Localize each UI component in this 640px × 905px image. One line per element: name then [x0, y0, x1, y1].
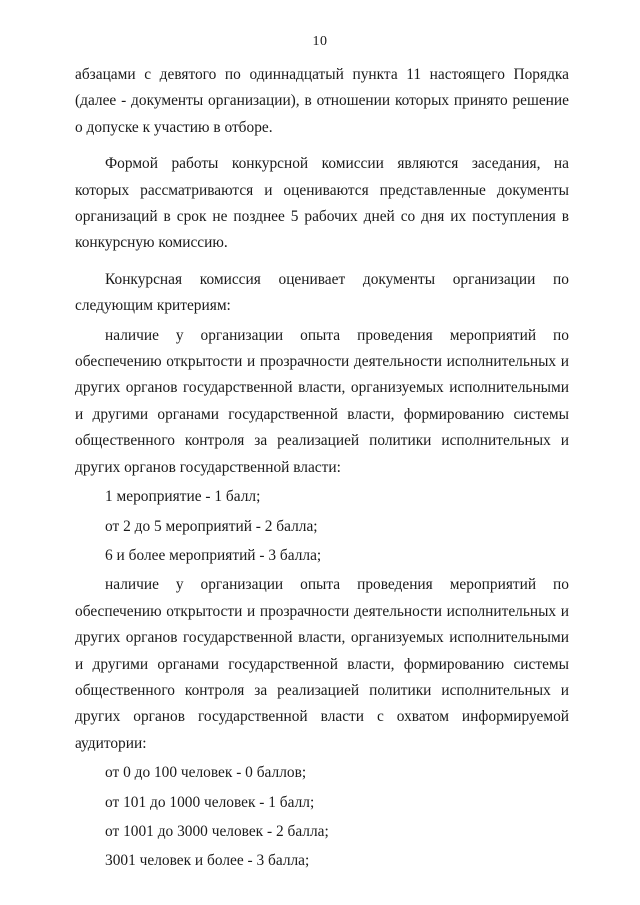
document-body — [75, 62, 569, 875]
score-item: от 0 до 100 человек - 0 баллов; — [105, 764, 307, 782]
score-item: от 1001 до 3000 человек - 2 балла; — [105, 822, 329, 840]
score-item: 6 и более мероприятий - 3 балла; — [105, 546, 322, 564]
score-item: 1 мероприятие - 1 балл; — [105, 488, 261, 506]
criterion-audience-coverage: наличие у организации опыта проведения мероприятий по обеспечению открытости и прозрачности деятельности исполнительных и других органов государственной власти, организуемых исполнительными и другими органами государственной власти, формированию системы общественного контроля за реализацией политики исполнительных и других органов государственной власти с охватом информируемой аудитории: — [75, 576, 569, 752]
paragraph-criteria-intro: Конкурсная комиссия оценивает документы организации по следующим критериям: — [75, 270, 569, 315]
criterion-events-experience: наличие у организации опыта проведения мероприятий по обеспечению открытости и прозрачности деятельности исполнительных и других органов государственной власти, организуемых исполнительными и другими органами государственной власти, формированию системы общественного контроля за реализацией политики исполнительных и других органов государственной власти: — [75, 326, 569, 476]
paragraph-continuation: абзацами с девятого по одиннадцатый пункта 11 настоящего Порядка (далее - документы организации), в отношении которых принято решение о допуске к участию в отборе. — [75, 66, 569, 136]
page-number: 10 — [312, 34, 328, 49]
score-item: от 2 до 5 мероприятий - 2 балла; — [105, 517, 318, 535]
paragraph-commission-work: Формой работы конкурсной комиссии являются заседания, на которых рассматриваются и оцениваются представленные документы организаций в срок не позднее 5 рабочих дней со дня их поступления в конкурсную комиссию. — [75, 155, 569, 252]
score-item: 3001 человек и более - 3 балла; — [105, 852, 310, 870]
score-item: от 101 до 1000 человек - 1 балл; — [105, 793, 315, 811]
